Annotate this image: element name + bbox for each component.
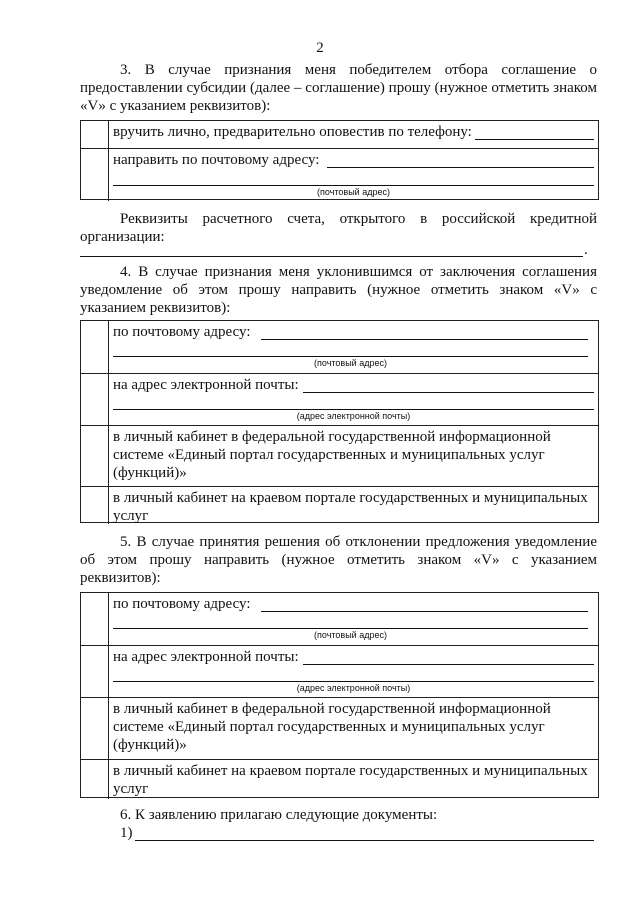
field-caption: (адрес электронной почты) <box>296 683 411 693</box>
postal-address-field[interactable] <box>327 167 594 168</box>
field-caption: (почтовый адрес) <box>314 630 387 640</box>
option-label: в личный кабинет на краевом портале государственных и муниципальных услуг <box>113 490 588 524</box>
document-item-field[interactable] <box>135 840 594 841</box>
option-federal-portal <box>81 425 598 486</box>
option-post <box>81 593 598 645</box>
option-regional-portal <box>81 759 598 799</box>
section-5-options-table <box>80 592 599 798</box>
option-label: по почтовому адресу: <box>113 596 251 612</box>
checkbox-cell[interactable] <box>81 593 109 645</box>
postal-address-field[interactable] <box>261 339 588 340</box>
requisites-field[interactable] <box>80 256 583 257</box>
checkbox-cell[interactable] <box>81 149 109 201</box>
postal-address-field-line2[interactable] <box>113 356 588 357</box>
field-caption: (почтовый адрес) <box>317 187 390 197</box>
postal-address-field[interactable] <box>261 611 588 612</box>
checkbox-cell[interactable] <box>81 646 109 697</box>
section-5-paragraph: 5. В случае принятия решения об отклонении предложения уведомление об этом прошу направить (нужное отметить знаком «V» с указанием реквизитов): <box>80 534 597 586</box>
requisites-text <box>80 210 597 246</box>
option-label: вручить лично, предварительно оповестив по телефону: <box>113 124 472 140</box>
option-deliver-personally <box>81 121 598 148</box>
section-4-text <box>80 263 597 317</box>
option-regional-portal <box>81 486 598 524</box>
document-item-number: 1) <box>120 825 133 841</box>
checkbox-cell[interactable] <box>81 374 109 425</box>
email-field-line2[interactable] <box>113 409 594 410</box>
option-send-by-post <box>81 148 598 201</box>
checkbox-cell[interactable] <box>81 760 109 799</box>
option-label: в личный кабинет на краевом портале государственных и муниципальных услуг <box>113 763 588 797</box>
email-field[interactable] <box>303 664 594 665</box>
field-caption: (адрес электронной почты) <box>296 411 411 421</box>
email-field-line2[interactable] <box>113 681 594 682</box>
section-3-text <box>80 61 597 115</box>
option-post <box>81 321 598 373</box>
option-label: на адрес электронной почты: <box>113 649 299 665</box>
option-label: по почтовому адресу: <box>113 324 251 340</box>
section-6-heading: 6. К заявлению прилагаю следующие документы: <box>120 807 438 823</box>
option-email <box>81 645 598 697</box>
option-email <box>81 373 598 425</box>
postal-address-field-line2[interactable] <box>113 185 594 186</box>
section-3-paragraph: 3. В случае признания меня победителем отбора соглашение о предоставлении субсидии (далее – соглашение) прошу (нужное отметить знаком «V» с указанием реквизитов): <box>80 62 597 114</box>
period: . <box>584 242 588 258</box>
page-number: 2 <box>316 40 324 56</box>
field-caption: (почтовый адрес) <box>314 358 387 368</box>
section-4-options-table <box>80 320 599 523</box>
checkbox-cell[interactable] <box>81 121 109 148</box>
section-3-options-table <box>80 120 599 200</box>
section-5-text <box>80 533 597 587</box>
checkbox-cell[interactable] <box>81 426 109 486</box>
checkbox-cell[interactable] <box>81 487 109 524</box>
email-field[interactable] <box>303 392 594 393</box>
option-label: в личный кабинет в федеральной государственной информационной системе «Единый портал государственных и муниципальных услуг (функций)» <box>113 701 551 753</box>
checkbox-cell[interactable] <box>81 698 109 759</box>
section-6-text <box>80 806 597 824</box>
requisites-label: Реквизиты расчетного счета, открытого в российской кредитной организации: <box>80 211 597 245</box>
option-label: на адрес электронной почты: <box>113 377 299 393</box>
phone-field[interactable] <box>475 139 594 140</box>
option-federal-portal <box>81 697 598 759</box>
checkbox-cell[interactable] <box>81 321 109 373</box>
postal-address-field-line2[interactable] <box>113 628 588 629</box>
section-4-paragraph: 4. В случае признания меня уклонившимся от заключения соглашения уведомление об этом прошу направить (нужное отметить знаком «V» с указанием реквизитов): <box>80 264 597 316</box>
option-label: направить по почтовому адресу: <box>113 152 320 168</box>
option-label: в личный кабинет в федеральной государственной информационной системе «Единый портал государственных и муниципальных услуг (функций)» <box>113 429 551 481</box>
